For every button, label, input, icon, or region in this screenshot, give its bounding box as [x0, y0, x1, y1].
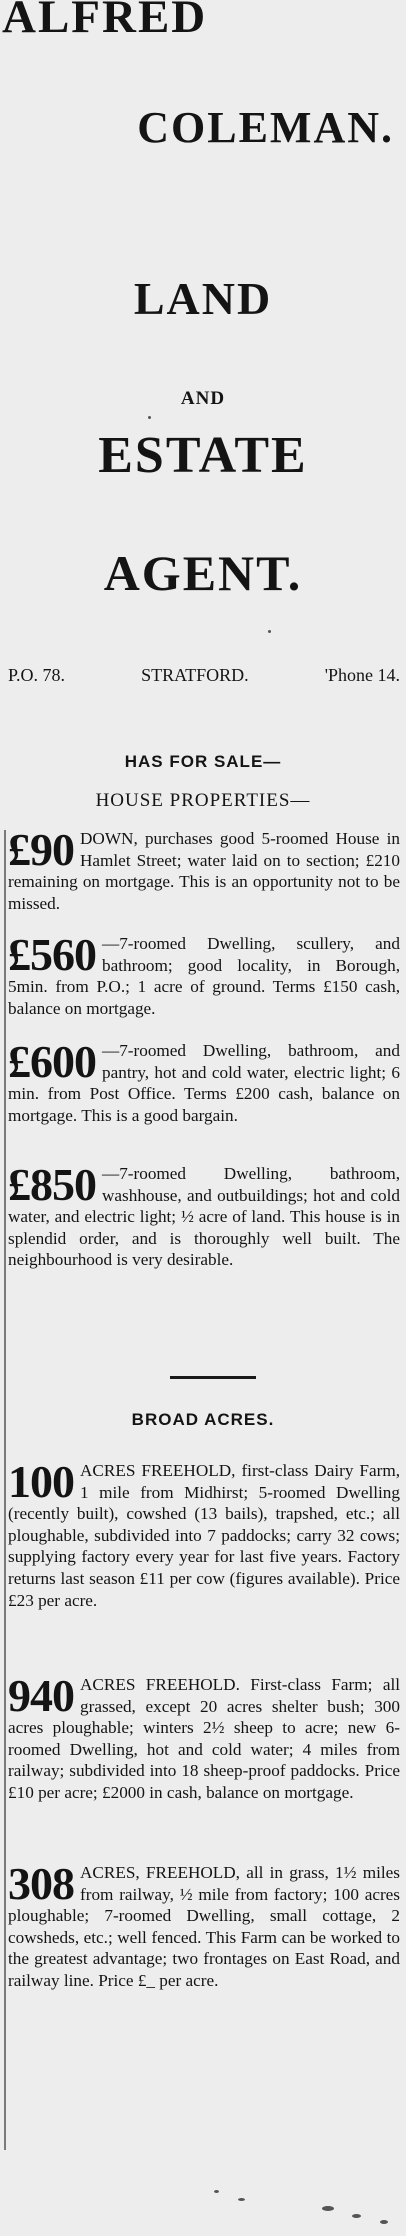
town: STRATFORD.: [141, 665, 249, 685]
listing-item: [8, 824, 400, 914]
phone-number: 'Phone 14.: [324, 665, 400, 685]
listing-item: [8, 1036, 400, 1126]
listing-text: DOWN, purchases good 5-roomed House in Hamlet Street; water laid on to section; £210 remaining on mortgage. This is an opportunity not to be missed.: [8, 829, 400, 913]
for-sale-heading: HAS FOR SALE—: [124, 752, 282, 771]
po-box: P.O. 78.: [8, 665, 66, 685]
listing-text: ACRES, FREEHOLD, all in grass, 1½ miles from railway, ½ mile from factory; 100 acres ploughable; 7-roomed Dwelling, small cottage, 2 cowsheds, etc.; well fenced. This Farm can be worked to the greatest advantage; two frontages on East Road, and railway line. Price £_ per acre.: [8, 1863, 400, 1990]
column-rule: [4, 830, 6, 2150]
listing-item: [8, 1858, 400, 1992]
title-agent: AGENT.: [103, 545, 303, 601]
print-speck: [214, 2190, 219, 2193]
house-properties-heading: HOUSE PROPERTIES—: [95, 790, 311, 811]
listing-price: £90: [8, 824, 74, 875]
listing-item: [8, 1159, 400, 1271]
listing-price: £560: [8, 929, 96, 980]
print-speck: [380, 2220, 388, 2224]
broad-acres-heading: BROAD ACRES.: [131, 1410, 275, 1429]
listing-item: [8, 929, 400, 1019]
print-speck: [148, 416, 151, 419]
listing-price: £850: [8, 1159, 96, 1210]
title-estate: ESTATE: [98, 427, 308, 484]
listing-text: —7-roomed Dwelling, bathroom, washhouse, and outbuildings; hot and cold water, and electric light; ½ acre of land. This house is in splendid order, and is thoroughly well built. The neighbourhood is very desirable.: [8, 1164, 400, 1270]
title-land: LAND: [133, 273, 273, 324]
listing-price: 308: [8, 1858, 74, 1909]
listing-text: —7-roomed Dwelling, bathroom, and pantry, hot and cold water, electric light; 6 min. from Post Office. Terms £200 cash, balance on mortgage. This is a good bargain.: [8, 1041, 400, 1125]
contact-line: [8, 665, 400, 686]
print-speck: [322, 2206, 334, 2211]
print-speck: [352, 2214, 361, 2218]
listing-text: ACRES FREEHOLD, first-class Dairy Farm, 1 mile from Midhirst; 5-roomed Dwelling (recently built), cowshed (13 bails), trapshed, etc.; all ploughable, subdivided into 7 paddocks; carry 32 cows; supplying factory every year for last five years. Factory returns last season £11 per cow (figures available). Price £23 per acre.: [8, 1461, 400, 1610]
agent-surname: COLEMAN.: [137, 103, 394, 152]
listing-text: ACRES FREEHOLD. First-class Farm; all grassed, except 20 acres shelter bush; 300 acres ploughable; winters 2½ sheep to acre; new 6-roomed Dwelling, hot and cold water; 4 miles from railway; subdivided into 18 sheep-proof paddocks. Price £10 per acre; £2000 in cash, balance on mortgage.: [8, 1675, 400, 1802]
listing-price: 100: [8, 1456, 74, 1507]
print-speck: [268, 630, 271, 633]
agent-first-name: ALFRED: [2, 0, 208, 43]
listing-price: 940: [8, 1670, 74, 1721]
listing-item: [8, 1670, 400, 1804]
print-speck: [238, 2198, 245, 2201]
title-and: AND: [180, 388, 226, 409]
listing-text: —7-roomed Dwelling, scullery, and bathroom; good locality, in Borough, 5min. from P.O.; 1 acre of ground. Terms £150 cash, balance on mortgage.: [8, 934, 400, 1018]
section-divider: [170, 1376, 256, 1379]
listing-price: £600: [8, 1036, 96, 1087]
listing-item: [8, 1456, 400, 1611]
